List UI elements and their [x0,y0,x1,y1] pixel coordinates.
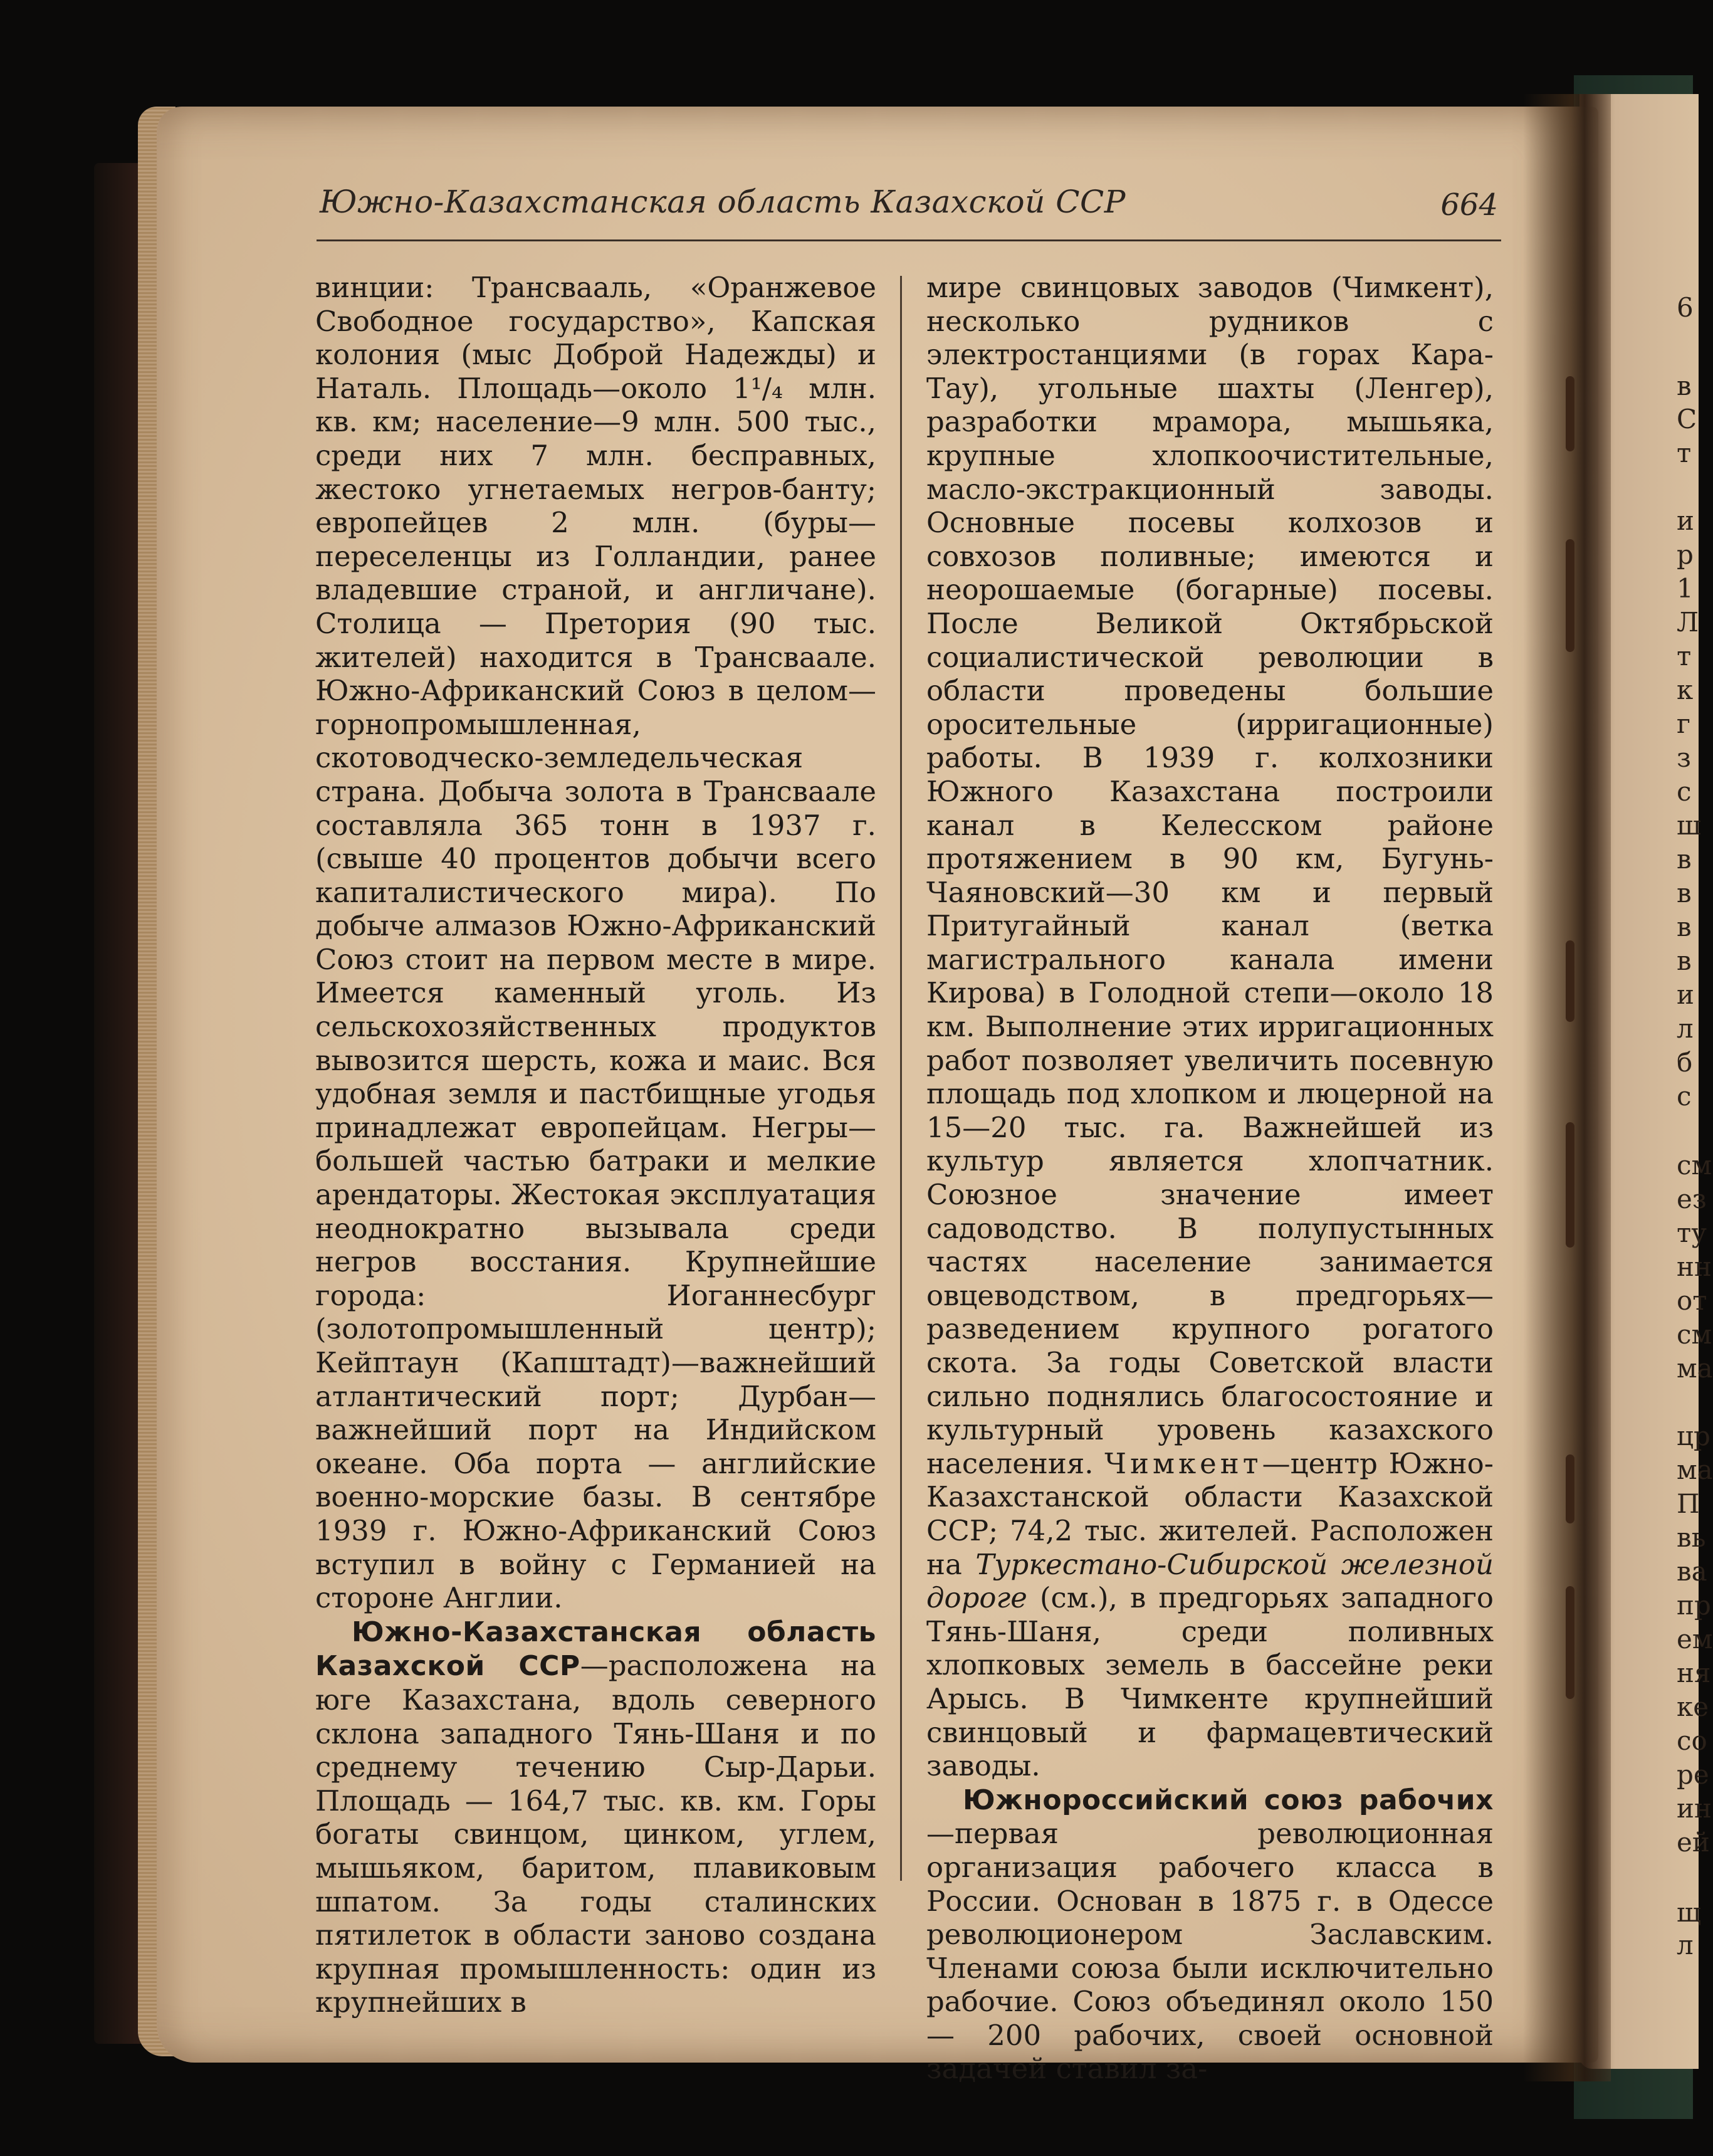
page-number: 664 [1440,187,1498,223]
next-page-char: ре [1677,1759,1709,1790]
next-page-char: от [1677,1285,1707,1316]
entry-south-kazakhstan [315,1615,876,2019]
next-page-char: ня [1677,1658,1711,1688]
next-page-char: ма [1677,1353,1713,1384]
left-column [315,271,876,2019]
next-page-char: т [1677,641,1692,671]
next-page-char: вь [1677,1522,1706,1553]
text-run: мире свинцовых заводов (Чимкент), несколько рудников с электростанциями (в горах Кара-Тау), угольные шахты (Ленгер), разработки мрамора, мышьяка, крупные хлопкоочистительные, масло-экстракционный заводы. Основные посевы колхозов и совхозов поливные; имеются и неорошаемые (богарные) посевы. После Великой Октябрьской социалистической революции в области проведены большие оросительные (ирригационные) работы. В 1939 г. колхозники Южного Казахстана построили канал в Келесском районе протяжением в 90 км, Бугунь-Чаяновский—30 км и первый Притугайный канал (ветка магистрального канала имени Кирова) в Голодной степи—около 18 км. Выполнение этих ирригационных работ позволяет увеличить посевную площадь под хлопком и люцерной на 15—20 тыс. га. Важнейшей из культур является хлопчатник. Союзное значение имеет садоводство. В полупустынных частях население занимается овцеводством, в предгорьях—разведением крупного рогатого скота. За годы Советской власти сильно поднялись благосостояние и культурный уровень казахского населения. [926,271,1494,1480]
right-column [926,271,1494,2086]
next-page-char: 6 [1677,292,1694,323]
header-rule [317,239,1501,241]
next-page-char: с [1677,1081,1692,1112]
next-page-char: 1 [1677,573,1694,604]
next-page-char: л [1677,1930,1694,1960]
text-run: —центр Южно-Казахстанской области Казахской ССР; 74,2 тыс. жителей. Расположен на [926,1446,1494,1581]
next-page-char: р [1677,539,1694,570]
next-page-char: в [1677,371,1692,401]
next-page-char: со [1677,1725,1707,1756]
entry-headword: Южно-Казахстанская область Казахской ССР [315,1616,876,1683]
next-page-char: ту [1677,1217,1707,1248]
next-page-char: г [1677,708,1691,739]
running-title: Южно-Казахстанская область Казахской ССР [320,184,1126,220]
next-page-char: ез [1677,1184,1707,1214]
next-page-char: ин [1677,1793,1712,1824]
entry-body: —расположена на юге Казахстана, вдоль северного склона западного Тянь-Шаня и по среднему течению Сыр-Дарьи. Площадь — 164,7 тыс. кв. км. Горы богаты свинцом, цинком, углем, мышьяком, баритом, плавиковым шпатом. За годы сталинских пятилеток в области заново создана крупная промышленность: один из крупнейших в [315,1649,876,2019]
entry-south-russian-union [926,1783,1494,2086]
next-page-char: т [1677,438,1692,468]
city-name-spaced: Чимкент [1104,1446,1262,1480]
column-divider [900,276,902,1881]
next-page-char: в [1677,878,1692,908]
next-page-char: ей [1677,1827,1710,1858]
paragraph-south-kazakhstan-continued [926,271,1494,1783]
next-page-char: ма [1677,1454,1713,1485]
next-page-char: л [1677,1013,1694,1044]
next-page-char: нн [1677,1251,1712,1282]
next-page-char: Л [1677,607,1699,638]
next-page-char: в [1677,945,1692,976]
next-page-char: ке [1677,1691,1709,1722]
next-page-char: см [1677,1319,1712,1350]
next-page-char: П [1677,1488,1700,1519]
next-page-char: б [1677,1047,1693,1078]
entry-body: —первая революционная организация рабочего класса в России. Основан в 1875 г. в Одессе революционером Заславским. Членами союза были исключительно рабочие. Союз объединял около 150 — 200 рабочих, своей основной задачей ставил за- [926,1817,1494,2086]
next-page-char: пр [1677,1590,1711,1621]
text-run: (см.), в предгорьях западного Тянь-Шаня, среди поливных хлопковых земель в бассейне реки Арысь. В Чимкенте крупнейший свинцовый и фармацевтический заводы. [926,1581,1494,1783]
next-page-char: и [1677,505,1694,536]
cross-reference-link: Туркестано-Сибирской железной дороге [926,1547,1494,1615]
next-page-char: цр [1677,1421,1710,1451]
next-page-char: к [1677,675,1694,705]
next-page-char: С [1677,404,1697,434]
next-page-char: и [1677,979,1694,1010]
next-page-char: см [1677,1150,1712,1181]
next-page-char: в [1677,912,1692,942]
next-page-char: ш [1677,810,1702,841]
next-page-char: з [1677,742,1691,773]
paragraph-south-africa-continued: винции: Трансвааль, «Оранжевое Свободное государство», Капская колония (мыс Доброй Надежды) и Наталь. Площадь—около 1¹/₄ млн. кв. км; население—9 млн. 500 тыс., среди них 7 млн. бесправных, жестоко угнетаемых негров-банту; европейцев 2 млн. (буры—переселенцы из Голландии, ранее владевшие страной, и англичане). Столица — Претория (90 тыс. жителей) находится в Трансваале. Южно-Африканский Союз в целом—горнопромышленная, скотоводческо-земледельческая страна. Добыча золота в Трансваале составляла 365 тонн в 1937 г. (свыше 40 процентов добычи всего капиталистического мира). По добыче алмазов Южно-Африканский Союз стоит на первом месте в мире. Имеется каменный уголь. Из сельскохозяйственных продуктов вывозится шерсть, кожа и маис. Вся удобная земля и пастбищные угодья принадлежат европейцам. Негры—большей частью батраки и мелкие арендаторы. Жестокая эксплуатация неоднократно вызывала среди негров восстания. Крупнейшие города: Иоганнесбург (золотопромышленный центр); Кейптаун (Капштадт)—важнейший атлантический порт; Дурбан—важнейший порт на Индийском океане. Оба порта — английские военно-морские базы. В сентябре 1939 г. Южно-Африканский Союз вступил в войну с Германией на стороне Англии. [315,271,876,1615]
next-page-char: ем [1677,1624,1713,1654]
next-page-char: в [1677,844,1692,875]
next-page-char: с [1677,776,1692,807]
next-page-char: щ [1677,1897,1702,1928]
next-page-char: ва [1677,1556,1707,1587]
running-header [320,179,1498,229]
entry-headword: Южнороссийский союз рабочих [963,1784,1494,1816]
